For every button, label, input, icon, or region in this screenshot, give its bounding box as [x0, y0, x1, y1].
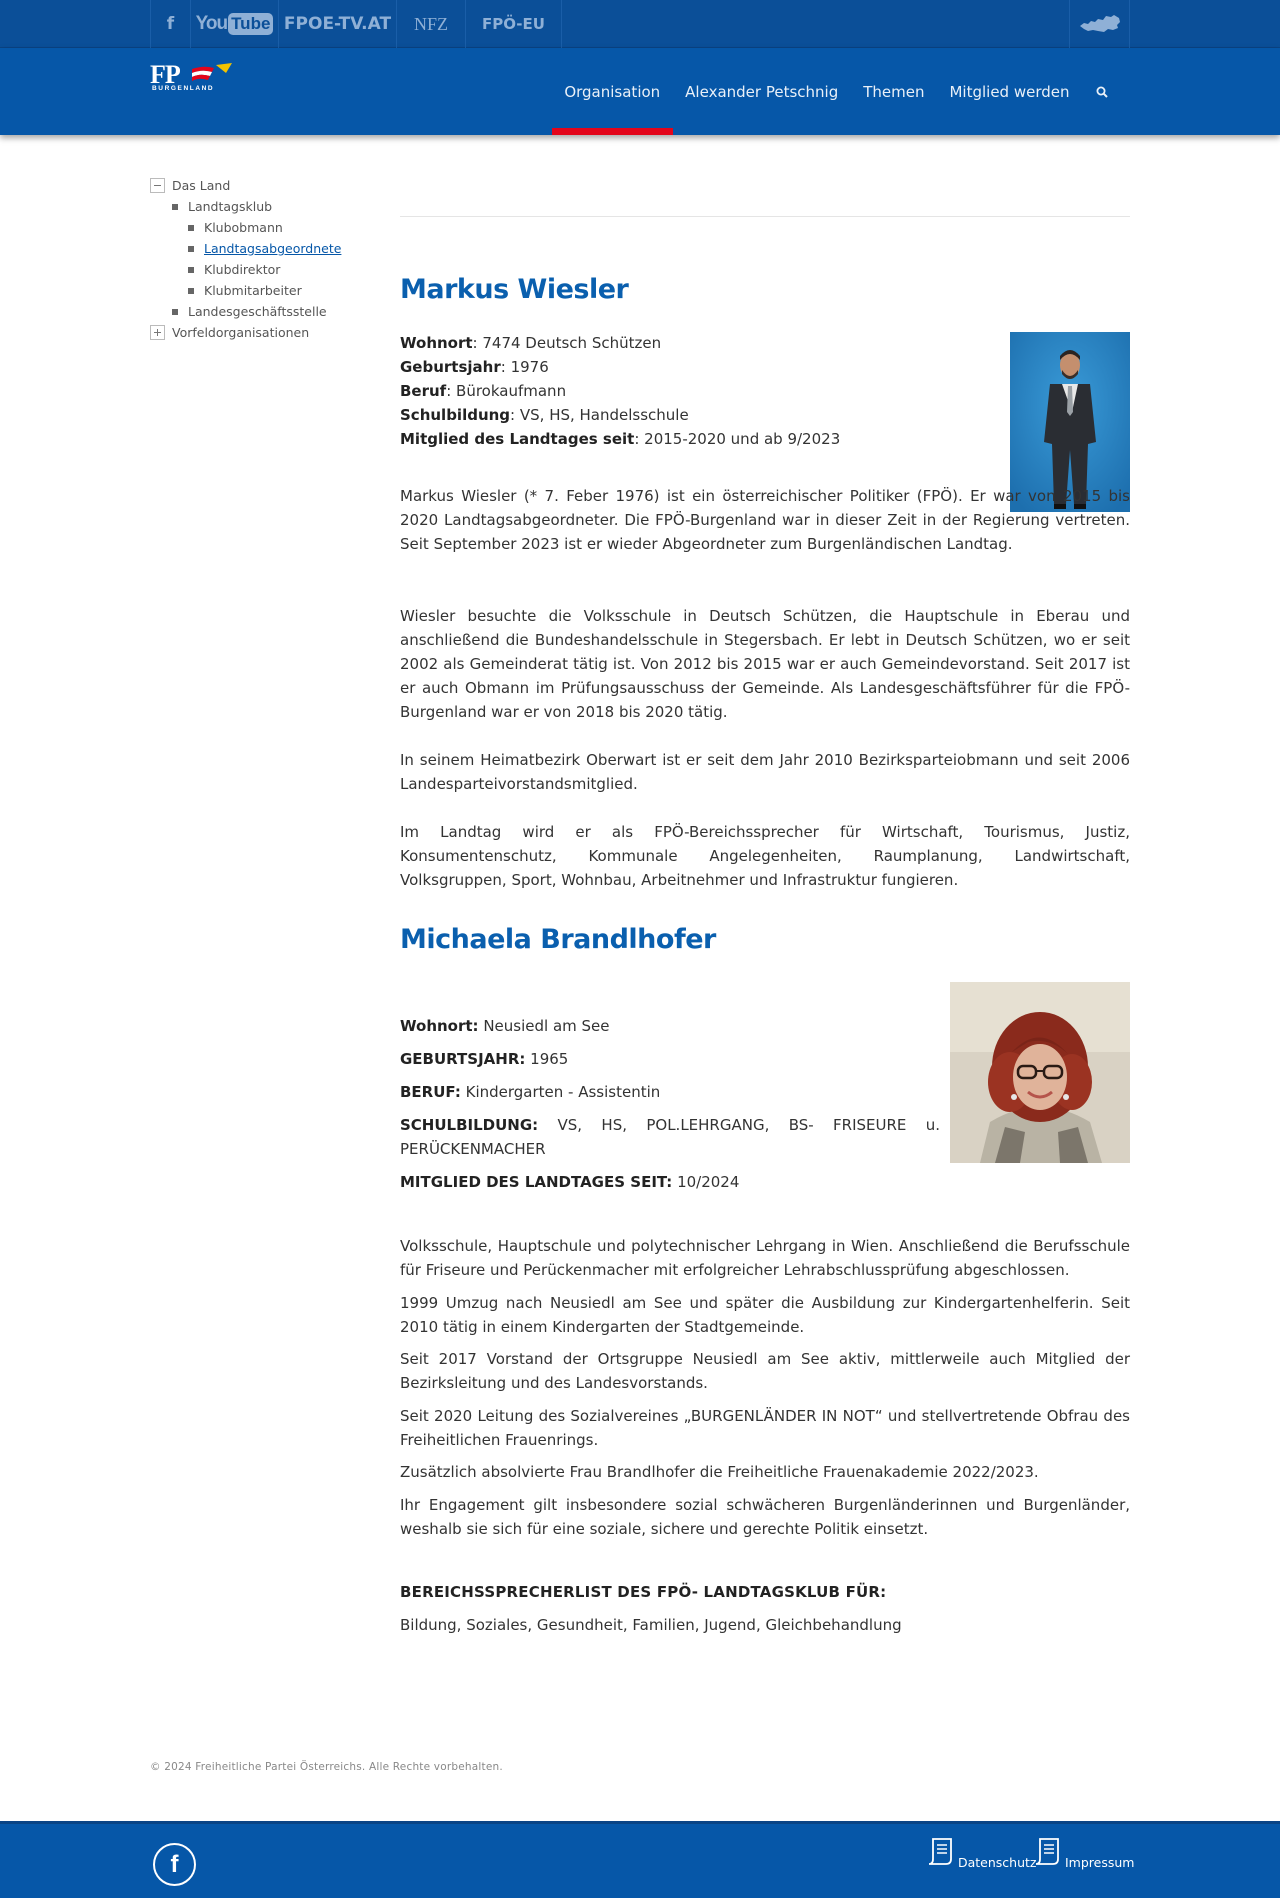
logo-text: FP [150, 60, 180, 89]
fpoe-eu-label: FPÖ-EU [482, 15, 545, 33]
bio-paragraph: Markus Wiesler (* 7. Feber 1976) ist ein österreichischer Politiker (FPÖ). Er war von 2015 bis 2020 Landtagsabgeordneter. Die FPÖ-Burgenland war in dieser Zeit in der Regierung vertreten. Seit September 2023 ist er wieder Abgeordneter zum Burgenländischen Landtag. [400, 487, 1130, 553]
top-social-bar [0, 0, 1280, 48]
fact-value: : 2015-2020 und ab 9/2023 [634, 430, 841, 448]
fact-value: 10/2024 [672, 1173, 740, 1191]
bio-paragraph: 1999 Umzug nach Neusiedl am See und später die Ausbildung zur Kindergartenhelferin. Seit 2010 tätig in einem Kindergarten der Stadtgemeinde. [400, 1294, 1130, 1336]
nfz-label: NFZ [413, 13, 448, 34]
fact-value: Neusiedl am See [478, 1017, 610, 1035]
datenschutz-link[interactable] [924, 1836, 1037, 1868]
facebook-glyph: f [166, 14, 175, 34]
section-text: Bildung, Soziales, Gesundheit, Familien, Jugend, Gleichbehandlung [400, 1616, 902, 1634]
youtube-tube: Tube [228, 13, 273, 35]
document-icon [1031, 1836, 1063, 1868]
fact-row [400, 1047, 940, 1071]
logo-subtitle: BURGENLAND [152, 85, 215, 92]
bullet-icon [188, 246, 194, 252]
bullet-icon [188, 225, 194, 231]
tree-item-label: Landtagsabgeordnete [204, 241, 342, 256]
impressum-link[interactable] [1031, 1836, 1134, 1868]
tree-item-landesgeschaeftsstelle[interactable] [172, 301, 327, 322]
fact-label: Wohnort [400, 334, 473, 352]
fact-label: BERUF: [400, 1083, 461, 1101]
bullet-icon [172, 309, 178, 315]
fact-label: Geburtsjahr [400, 358, 501, 376]
tree-item-klubobmann[interactable] [188, 217, 283, 238]
nav-alexander-petschnig[interactable]: Alexander Petschnig [685, 82, 839, 101]
fact-row [400, 331, 840, 355]
fpoe-tv-label: FPOE-TV.AT [283, 14, 392, 34]
fact-row [400, 1113, 940, 1161]
search-icon[interactable] [1082, 48, 1130, 135]
bio-paragraph: Volksschule, Hauptschule und polytechnischer Lehrgang in Wien. Anschließend die Berufsschule für Friseure und Perückenmacher mit erfolgreicher Lehrabschlussprüfung abgeschlossen. [400, 1237, 1130, 1279]
footer-bar [0, 1821, 1280, 1898]
fpoe-tv-link[interactable] [278, 0, 396, 48]
bio-paragraph: Seit 2020 Leitung des Sozialvereines „BURGENLÄNDER IN NOT“ und stellvertretende Obfrau des Freiheitlichen Frauenrings. [400, 1407, 1130, 1449]
tree-item-label: Klubdirektor [204, 262, 281, 277]
fact-row [400, 355, 840, 379]
fact-label: SCHULBILDUNG: [400, 1116, 539, 1134]
austria-map-icon[interactable] [1069, 0, 1130, 48]
main-navigation [552, 48, 1130, 135]
document-icon [924, 1836, 956, 1868]
tree-item-label: Klubobmann [204, 220, 283, 235]
fact-label: Beruf [400, 382, 447, 400]
nav-mitglied-werden[interactable]: Mitglied werden [949, 82, 1070, 101]
nfz-link[interactable] [396, 0, 465, 48]
fact-row [400, 1080, 940, 1104]
collapse-icon[interactable] [150, 178, 165, 193]
datenschutz-label: Datenschutz [958, 1855, 1037, 1870]
bio-paragraph: Zusätzlich absolvierte Frau Brandlhofer die Freiheitliche Frauenakademie 2022/2023. [400, 1463, 1039, 1481]
person-name: Michaela Brandlhofer [400, 924, 716, 955]
content-divider [400, 216, 1130, 217]
section-heading: BEREICHSSPRECHERLIST DES FPÖ- LANDTAGSKLUB FÜR: [400, 1583, 887, 1601]
facebook-icon[interactable] [153, 1843, 196, 1886]
bio-paragraph: Seit 2017 Vorstand der Ortsgruppe Neusiedl am See aktiv, mittlerweile auch Mitglied der Bezirksleitung und des Landesvorstands. [400, 1350, 1130, 1392]
fact-value: : Bürokaufmann [446, 382, 567, 400]
expand-icon[interactable] [150, 325, 165, 340]
bio-paragraph: In seinem Heimatbezirk Oberwart ist er seit dem Jahr 2010 Bezirksparteiobmann und seit 2006 Landesparteivorstandsmitglied. [400, 751, 1130, 793]
main-header [0, 48, 1280, 135]
tree-item-label: Klubmitarbeiter [204, 283, 302, 298]
fact-value: : 7474 Deutsch Schützen [472, 334, 662, 352]
fact-label: GEBURTSJAHR: [400, 1050, 526, 1068]
fpoe-burgenland-logo[interactable] [150, 60, 235, 94]
fact-value: : 1976 [500, 358, 549, 376]
facebook-glyph: f [170, 1850, 179, 1878]
fact-label: Wohnort: [400, 1017, 479, 1035]
fact-label: Schulbildung [400, 406, 511, 424]
fact-row [400, 1170, 940, 1194]
person-name: Markus Wiesler [400, 274, 629, 305]
tree-item-klubdirektor[interactable] [188, 259, 280, 280]
bullet-icon [172, 204, 178, 210]
fact-value: 1965 [525, 1050, 569, 1068]
nav-organisation[interactable]: Organisation [552, 48, 673, 135]
tree-item-label: Vorfeldorganisationen [172, 325, 310, 340]
tree-item-label: Das Land [172, 178, 231, 193]
youtube-link[interactable] [190, 0, 278, 48]
fact-row [400, 427, 840, 451]
fact-row [400, 403, 840, 427]
impressum-label: Impressum [1065, 1855, 1135, 1870]
tree-item-vorfeldorganisationen[interactable] [150, 322, 309, 343]
person-facts [400, 1014, 940, 1203]
bio-paragraph: Ihr Engagement gilt insbesondere sozial schwächeren Burgenländerinnen und Burgenländer, weshalb sie sich für eine soziale, sichere und gerechte Politik einsetzt. [400, 1496, 1130, 1538]
bio-paragraph: Im Landtag wird er als FPÖ-Bereichssprecher für Wirtschaft, Tourismus, Justiz, Konsumentenschutz, Kommunale Angelegenheiten, Raumplanung, Landwirtschaft, Volksgruppen, Sport, Wohnbau, Arbeitnehmer und Infrastruktur fungieren. [400, 823, 1130, 889]
tree-item-landtagsabgeordnete[interactable] [188, 238, 341, 259]
person-facts [400, 331, 840, 451]
fact-value: : VS, HS, Handelsschule [510, 406, 689, 424]
nav-themen[interactable]: Themen [863, 82, 925, 101]
copyright-text: © 2024 Freiheitliche Partei Österreichs. Alle Rechte vorbehalten. [150, 1761, 503, 1773]
tree-item-das-land[interactable] [150, 175, 230, 196]
social-links [150, 0, 562, 48]
fact-row [400, 1014, 940, 1038]
bio-paragraph: Wiesler besuchte die Volksschule in Deutsch Schützen, die Hauptschule in Eberau und anschließend die Bundeshandelsschule in Stegersbach. Er lebt in Deutsch Schützen, wo er seit 2002 als Gemeinderat tätig ist. Von 2012 bis 2015 war er auch Gemeindevorstand. Seit 2017 ist er auch Obmann im Prüfungsausschuss der Gemeinde. Als Landesgeschäftsführer für die FPÖ-Burgenland war er von 2018 bis 2020 tätig. [400, 607, 1130, 721]
tree-item-label: Landesgeschäftsstelle [188, 304, 327, 319]
bullet-icon [188, 288, 194, 294]
fact-value: Kindergarten - Assistentin [460, 1083, 661, 1101]
youtube-you: You [195, 13, 228, 34]
fact-value: VS, HS, POL.LEHRGANG, BS- FRISEURE u. PERÜCKENMACHER [400, 1116, 940, 1158]
fact-label: Mitglied des Landtages seit [400, 430, 635, 448]
fact-row [400, 379, 840, 403]
tree-item-label: Landtagsklub [188, 199, 273, 214]
facebook-icon[interactable] [150, 0, 190, 48]
logo-flag-icon [190, 63, 234, 83]
bullet-icon [188, 267, 194, 273]
fpoe-eu-link[interactable] [465, 0, 562, 48]
tree-item-landtagsklub[interactable] [172, 196, 272, 217]
portrait-photo [950, 982, 1130, 1163]
tree-item-klubmitarbeiter[interactable] [188, 280, 302, 301]
fact-label: MITGLIED DES LANDTAGES SEIT: [400, 1173, 673, 1191]
